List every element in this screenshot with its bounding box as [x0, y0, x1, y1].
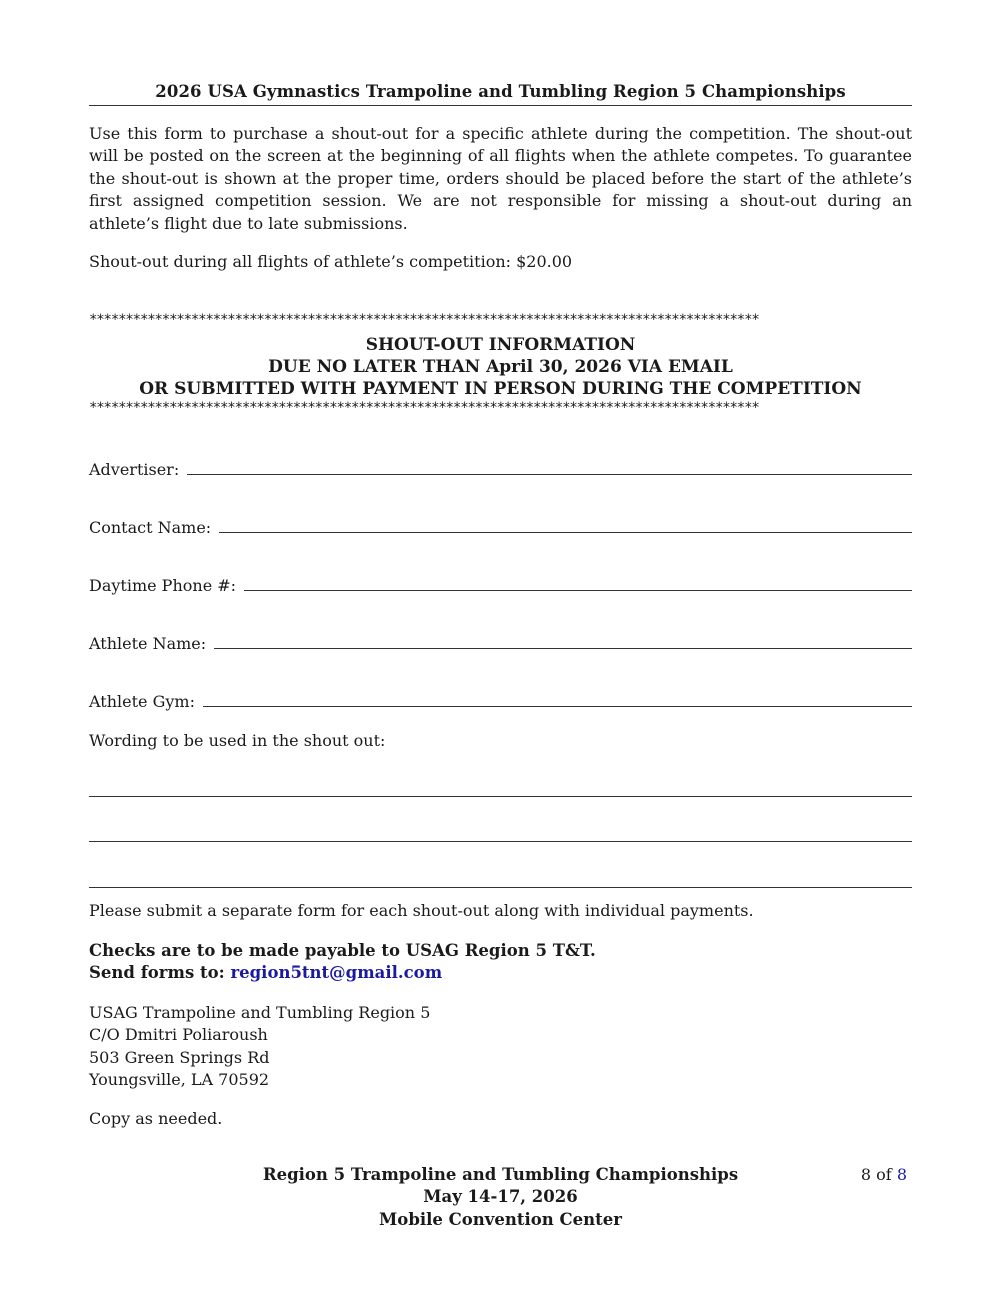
page-number	[861, 1164, 907, 1186]
intro-paragraph: Use this form to purchase a shout-out for a specific athlete during the competition. The shout-out will be posted on the screen at the beginning of all flights when the athlete competes. To guarantee the shout-out is shown at the proper time, orders should be placed before the start of the athlete’s first assigned competition session. We are not responsible for missing a shout-out during an athlete’s flight due to late submissions.	[89, 124, 912, 233]
contact-name-field	[89, 518, 912, 537]
page-total-link[interactable]: 8	[896, 1165, 907, 1184]
daytime-phone-label: Daytime Phone #:	[89, 576, 237, 595]
document-page	[89, 0, 912, 1294]
stars-divider-bottom: ********************************************************************************************	[89, 400, 759, 416]
daytime-phone-input-line[interactable]	[244, 576, 912, 591]
athlete-gym-input-line[interactable]	[203, 692, 912, 707]
price-line: Shout-out during all flights of athlete’s competition: $20.00	[89, 252, 573, 271]
wording-label: Wording to be used in the shout out:	[89, 731, 386, 750]
athlete-name-label: Athlete Name:	[89, 634, 207, 653]
wording-line-3[interactable]	[89, 887, 912, 888]
address-line-2: C/O Dmitri Poliaroush	[89, 1025, 268, 1045]
copy-note: Copy as needed.	[89, 1109, 223, 1128]
banner-line-1: SHOUT-OUT INFORMATION	[365, 335, 636, 355]
email-link[interactable]: region5tnt@gmail.com	[230, 963, 443, 982]
advertiser-field	[89, 460, 912, 479]
banner-line-2: DUE NO LATER THAN April 30, 2026 VIA EMAIL	[268, 357, 733, 377]
athlete-gym-label: Athlete Gym:	[89, 692, 195, 711]
athlete-name-field	[89, 634, 912, 653]
address-line-3: 503 Green Springs Rd	[89, 1047, 270, 1067]
mailing-address	[89, 1002, 430, 1092]
page-current: 8	[860, 1165, 872, 1184]
checks-payable-text: Checks are to be made payable to USAG Region 5 T&T.	[89, 941, 596, 960]
address-line-4: Youngsville, LA 70592	[89, 1070, 270, 1090]
address-line-1: USAG Trampoline and Tumbling Region 5	[89, 1003, 431, 1022]
separate-form-note: Please submit a separate form for each shout-out along with individual payments.	[89, 901, 754, 920]
athlete-gym-field	[89, 692, 912, 711]
athlete-name-input-line[interactable]	[214, 634, 912, 649]
shout-out-banner	[89, 334, 912, 400]
payment-instructions	[89, 940, 596, 984]
contact-name-label: Contact Name:	[89, 518, 212, 537]
banner-line-3: OR SUBMITTED WITH PAYMENT IN PERSON DURING THE COMPETITION	[139, 379, 862, 399]
wording-line-1[interactable]	[89, 796, 912, 797]
footer-line-2: May 14-17, 2026	[423, 1187, 578, 1207]
contact-name-input-line[interactable]	[219, 518, 912, 533]
header-divider	[89, 105, 912, 106]
daytime-phone-field	[89, 576, 912, 595]
page-footer	[89, 1164, 912, 1231]
page-of: of	[876, 1165, 892, 1184]
footer-line-1: Region 5 Trampoline and Tumbling Championships	[262, 1165, 739, 1184]
stars-divider-top: ********************************************************************************************	[89, 312, 759, 328]
send-forms-line	[89, 962, 596, 984]
advertiser-input-line[interactable]	[187, 460, 912, 475]
advertiser-label: Advertiser:	[89, 460, 180, 479]
send-forms-label: Send forms to:	[89, 963, 225, 982]
wording-line-2[interactable]	[89, 841, 912, 842]
footer-line-3: Mobile Convention Center	[379, 1209, 622, 1229]
page-header-title: 2026 USA Gymnastics Trampoline and Tumbling Region 5 Championships	[155, 82, 846, 101]
